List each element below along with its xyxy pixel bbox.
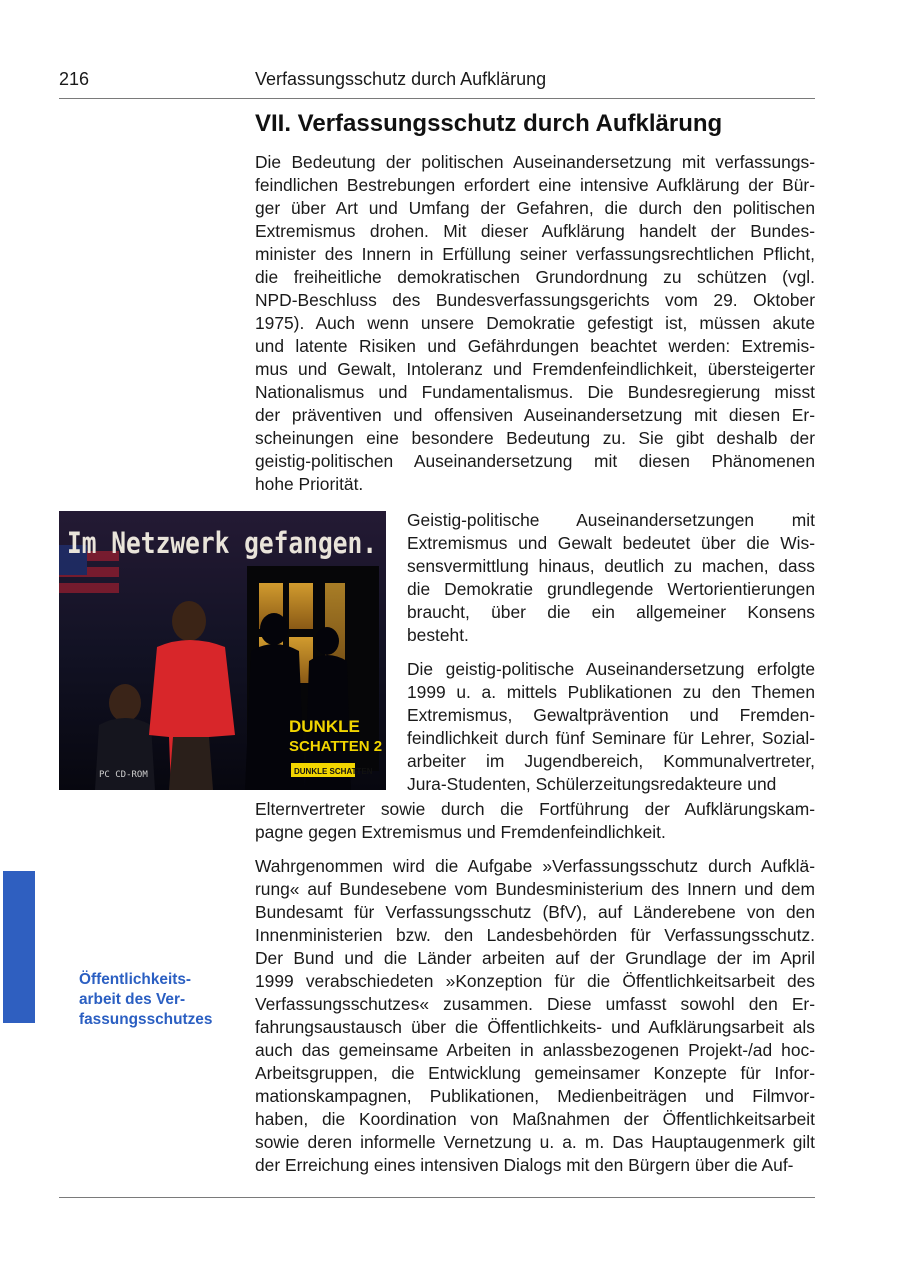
- badge-line-2: SCHATTEN 2: [289, 738, 383, 755]
- paragraph-3-continued: [255, 798, 815, 844]
- paragraph-2: [407, 509, 815, 647]
- chapter-title: VII. Verfassungsschutz durch Aufklärung: [255, 110, 723, 137]
- text-line: Extremismus drohen. Mit dieser Aufklärung handelt der Bundes-: [255, 221, 815, 241]
- page-number: 216: [59, 69, 90, 89]
- paragraph-3: [407, 658, 815, 796]
- paragraph-4: [255, 855, 815, 1177]
- text-line: der Erreichung eines intensiven Dialogs mit den Bürgern über die Auf-: [255, 1155, 794, 1175]
- text-line: Die geistig-politische Auseinandersetzung erfolgte: [407, 659, 815, 679]
- cover-corner-text: PC CD-ROM: [99, 770, 148, 780]
- text-line: ger über Art und Umfang der Gefahren, die durch den politischen: [255, 198, 815, 218]
- text-line: arbeit des Ver-: [79, 991, 186, 1008]
- text-line: Elternvertreter sowie durch die Fortführung der Aufklärungskam-: [255, 799, 815, 819]
- text-line: sensvermittlung hinaus, deutlich zu machen, dass: [407, 556, 815, 576]
- text-line: 1999 verabschiedeten »Konzeption für die Öffentlichkeitsarbeit des: [255, 971, 815, 991]
- text-line: auch das gemeinsame Arbeiten in anlassbezogenen Projekt-/ad hoc-: [255, 1040, 815, 1060]
- text-line: der präventiven und offensiven Auseinandersetzung mit diesen Er-: [255, 405, 815, 425]
- text-line: mus und Gewalt, Intoleranz und Fremdenfeindlichkeit, übersteigerter: [255, 359, 815, 379]
- text-line: pagne gegen Extremismus und Fremdenfeindlichkeit.: [255, 822, 666, 842]
- text-line: 1975). Auch wenn unsere Demokratie gefestigt ist, müssen akute: [255, 313, 815, 333]
- text-line: Verfassungsschutzes« zusammen. Diese umfasst sowohl den Er-: [255, 994, 815, 1014]
- text-line: scheinungen eine besondere Bedeutung zu. Sie gibt deshalb der: [255, 428, 815, 448]
- cd-cover-image: [59, 511, 386, 790]
- text-line: feindlichkeit durch fünf Seminare für Lehrer, Sozial-: [407, 728, 815, 748]
- text-line: besteht.: [407, 625, 469, 645]
- text-line: Arbeitsgruppen, die Entwicklung gemeinsamer Konzepte für Infor-: [255, 1063, 815, 1083]
- text-line: Jura-Studenten, Schülerzeitungsredakteure und: [407, 774, 777, 794]
- cover-headline: Im Netzwerk gefangen.: [67, 526, 377, 560]
- margin-note: [79, 970, 239, 1030]
- text-line: Extremismus, Gewaltprävention und Fremden-: [407, 705, 815, 725]
- text-line: Wahrgenommen wird die Aufgabe »Verfassungsschutz durch Aufklä-: [255, 856, 815, 876]
- side-marker-bar: [3, 871, 35, 1023]
- text-line: sowie deren informelle Vernetzung u. a. m. Das Hauptaugenmerk gilt: [255, 1132, 815, 1152]
- text-line: Nationalismus und Fundamentalismus. Die Bundesregierung misst: [255, 382, 815, 402]
- text-line: und latente Risiken und Gefährdungen beachtet werden: Extremis-: [255, 336, 815, 356]
- text-line: arbeiter im Jugendbereich, Kommunalvertreter,: [407, 751, 815, 771]
- text-line: Innenministerien bzw. den Landesbehörden für Verfassungsschutz.: [255, 925, 815, 945]
- footer-rule: [59, 1197, 815, 1198]
- text-line: minister des Innern in Erfüllung seiner verfassungsrechtlichen Pflicht,: [255, 244, 815, 264]
- text-line: geistig-politischen Auseinandersetzung mit diesen Phänomenen: [255, 451, 815, 471]
- text-line: NPD-Beschluss des Bundesverfassungsgerichts vom 29. Oktober: [255, 290, 815, 310]
- text-line: Geistig-politische Auseinandersetzungen mit: [407, 510, 815, 530]
- text-line: Öffentlichkeits-: [79, 971, 192, 988]
- text-line: 1999 u. a. mittels Publikationen zu den Themen: [407, 682, 815, 702]
- text-line: Der Bund und die Länder arbeiten auf der Grundlage der im April: [255, 948, 815, 968]
- text-line: Extremismus und Gewalt bedeutet über die Wis-: [407, 533, 815, 553]
- page-header: [59, 66, 815, 99]
- text-line: die Demokratie grundlegende Wertorientierungen: [407, 579, 815, 599]
- text-line: braucht, über die ein allgemeiner Konsens: [407, 602, 815, 622]
- running-title: Verfassungsschutz durch Aufklärung: [255, 69, 547, 89]
- text-line: rung« auf Bundesebene vom Bundesministerium des Innern und dem: [255, 879, 815, 899]
- text-line: Die Bedeutung der politischen Auseinandersetzung mit verfassungs-: [255, 152, 815, 172]
- badge-small-logo: DUNKLE SCHATTEN: [294, 767, 373, 776]
- text-line: fahrungsaustausch über die Öffentlichkeits- und Aufklärungsarbeit als: [255, 1017, 815, 1037]
- text-line: haben, die Koordination von Maßnahmen der Öffentlichkeitsarbeit: [255, 1109, 815, 1129]
- text-line: die freiheitliche demokratischen Grundordnung zu schützen (vgl.: [255, 267, 815, 287]
- text-line: Bundesamt für Verfassungsschutz (BfV), auf Länderebene von den: [255, 902, 815, 922]
- text-line: hohe Priorität.: [255, 474, 364, 494]
- intro-paragraph: [255, 151, 815, 496]
- text-line: mationskampagnen, Publikationen, Medienbeiträgen und Filmvor-: [255, 1086, 815, 1106]
- text-line: fassungsschutzes: [79, 1011, 213, 1028]
- text-line: feindlichen Bestrebungen erfordert eine intensive Aufklärung der Bür-: [255, 175, 815, 195]
- badge-line-1: DUNKLE: [289, 717, 360, 736]
